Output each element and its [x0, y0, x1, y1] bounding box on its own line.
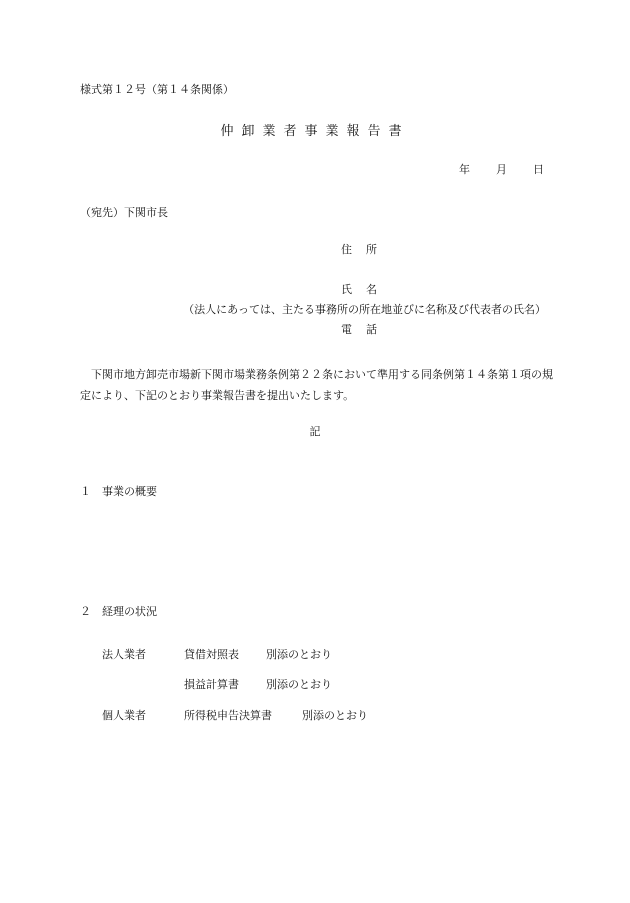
finance-row	[102, 710, 368, 721]
date-day: 日	[533, 163, 544, 176]
ki-heading: 記	[309, 425, 321, 438]
finance-note: 別添のとおり	[302, 709, 368, 722]
section-number: ２	[80, 605, 91, 618]
finance-note: 別添のとおり	[266, 648, 332, 661]
finance-document: 所得税申告決算書	[184, 709, 272, 722]
form-number: 様式第１２号（第１４条関係）	[80, 83, 234, 96]
finance-category: 個人業者	[102, 709, 146, 722]
date-year: 年	[459, 163, 470, 176]
section-accounting-status	[80, 606, 157, 617]
address-label: 住所	[341, 243, 391, 256]
section-title: 事業の概要	[102, 485, 157, 498]
addressee: （宛先）下関市長	[80, 206, 168, 219]
name-label: 氏名	[341, 283, 391, 296]
finance-document: 貸借対照表	[184, 648, 239, 661]
section-title: 経理の状況	[102, 605, 157, 618]
corporate-note: （法人にあっては、主たる事務所の所在地並びに名称及び代表者の氏名）	[183, 303, 546, 316]
body-paragraph: 下関市地方卸売市場新下関市場業務条例第２２条において準用する同条例第１４条第１項の規定により、下記のとおり事業報告書を提出いたします。	[80, 368, 553, 402]
document-title: 仲卸業者事業報告書	[220, 124, 410, 139]
section-number: １	[80, 485, 91, 498]
date-month: 月	[496, 163, 507, 176]
finance-row	[102, 679, 332, 690]
date-line	[459, 164, 544, 175]
finance-category: 法人業者	[102, 648, 146, 661]
finance-note: 別添のとおり	[266, 678, 332, 691]
phone-label: 電話	[341, 323, 391, 336]
section-business-overview	[80, 486, 157, 497]
finance-document: 損益計算書	[184, 678, 239, 691]
finance-row	[102, 649, 332, 660]
